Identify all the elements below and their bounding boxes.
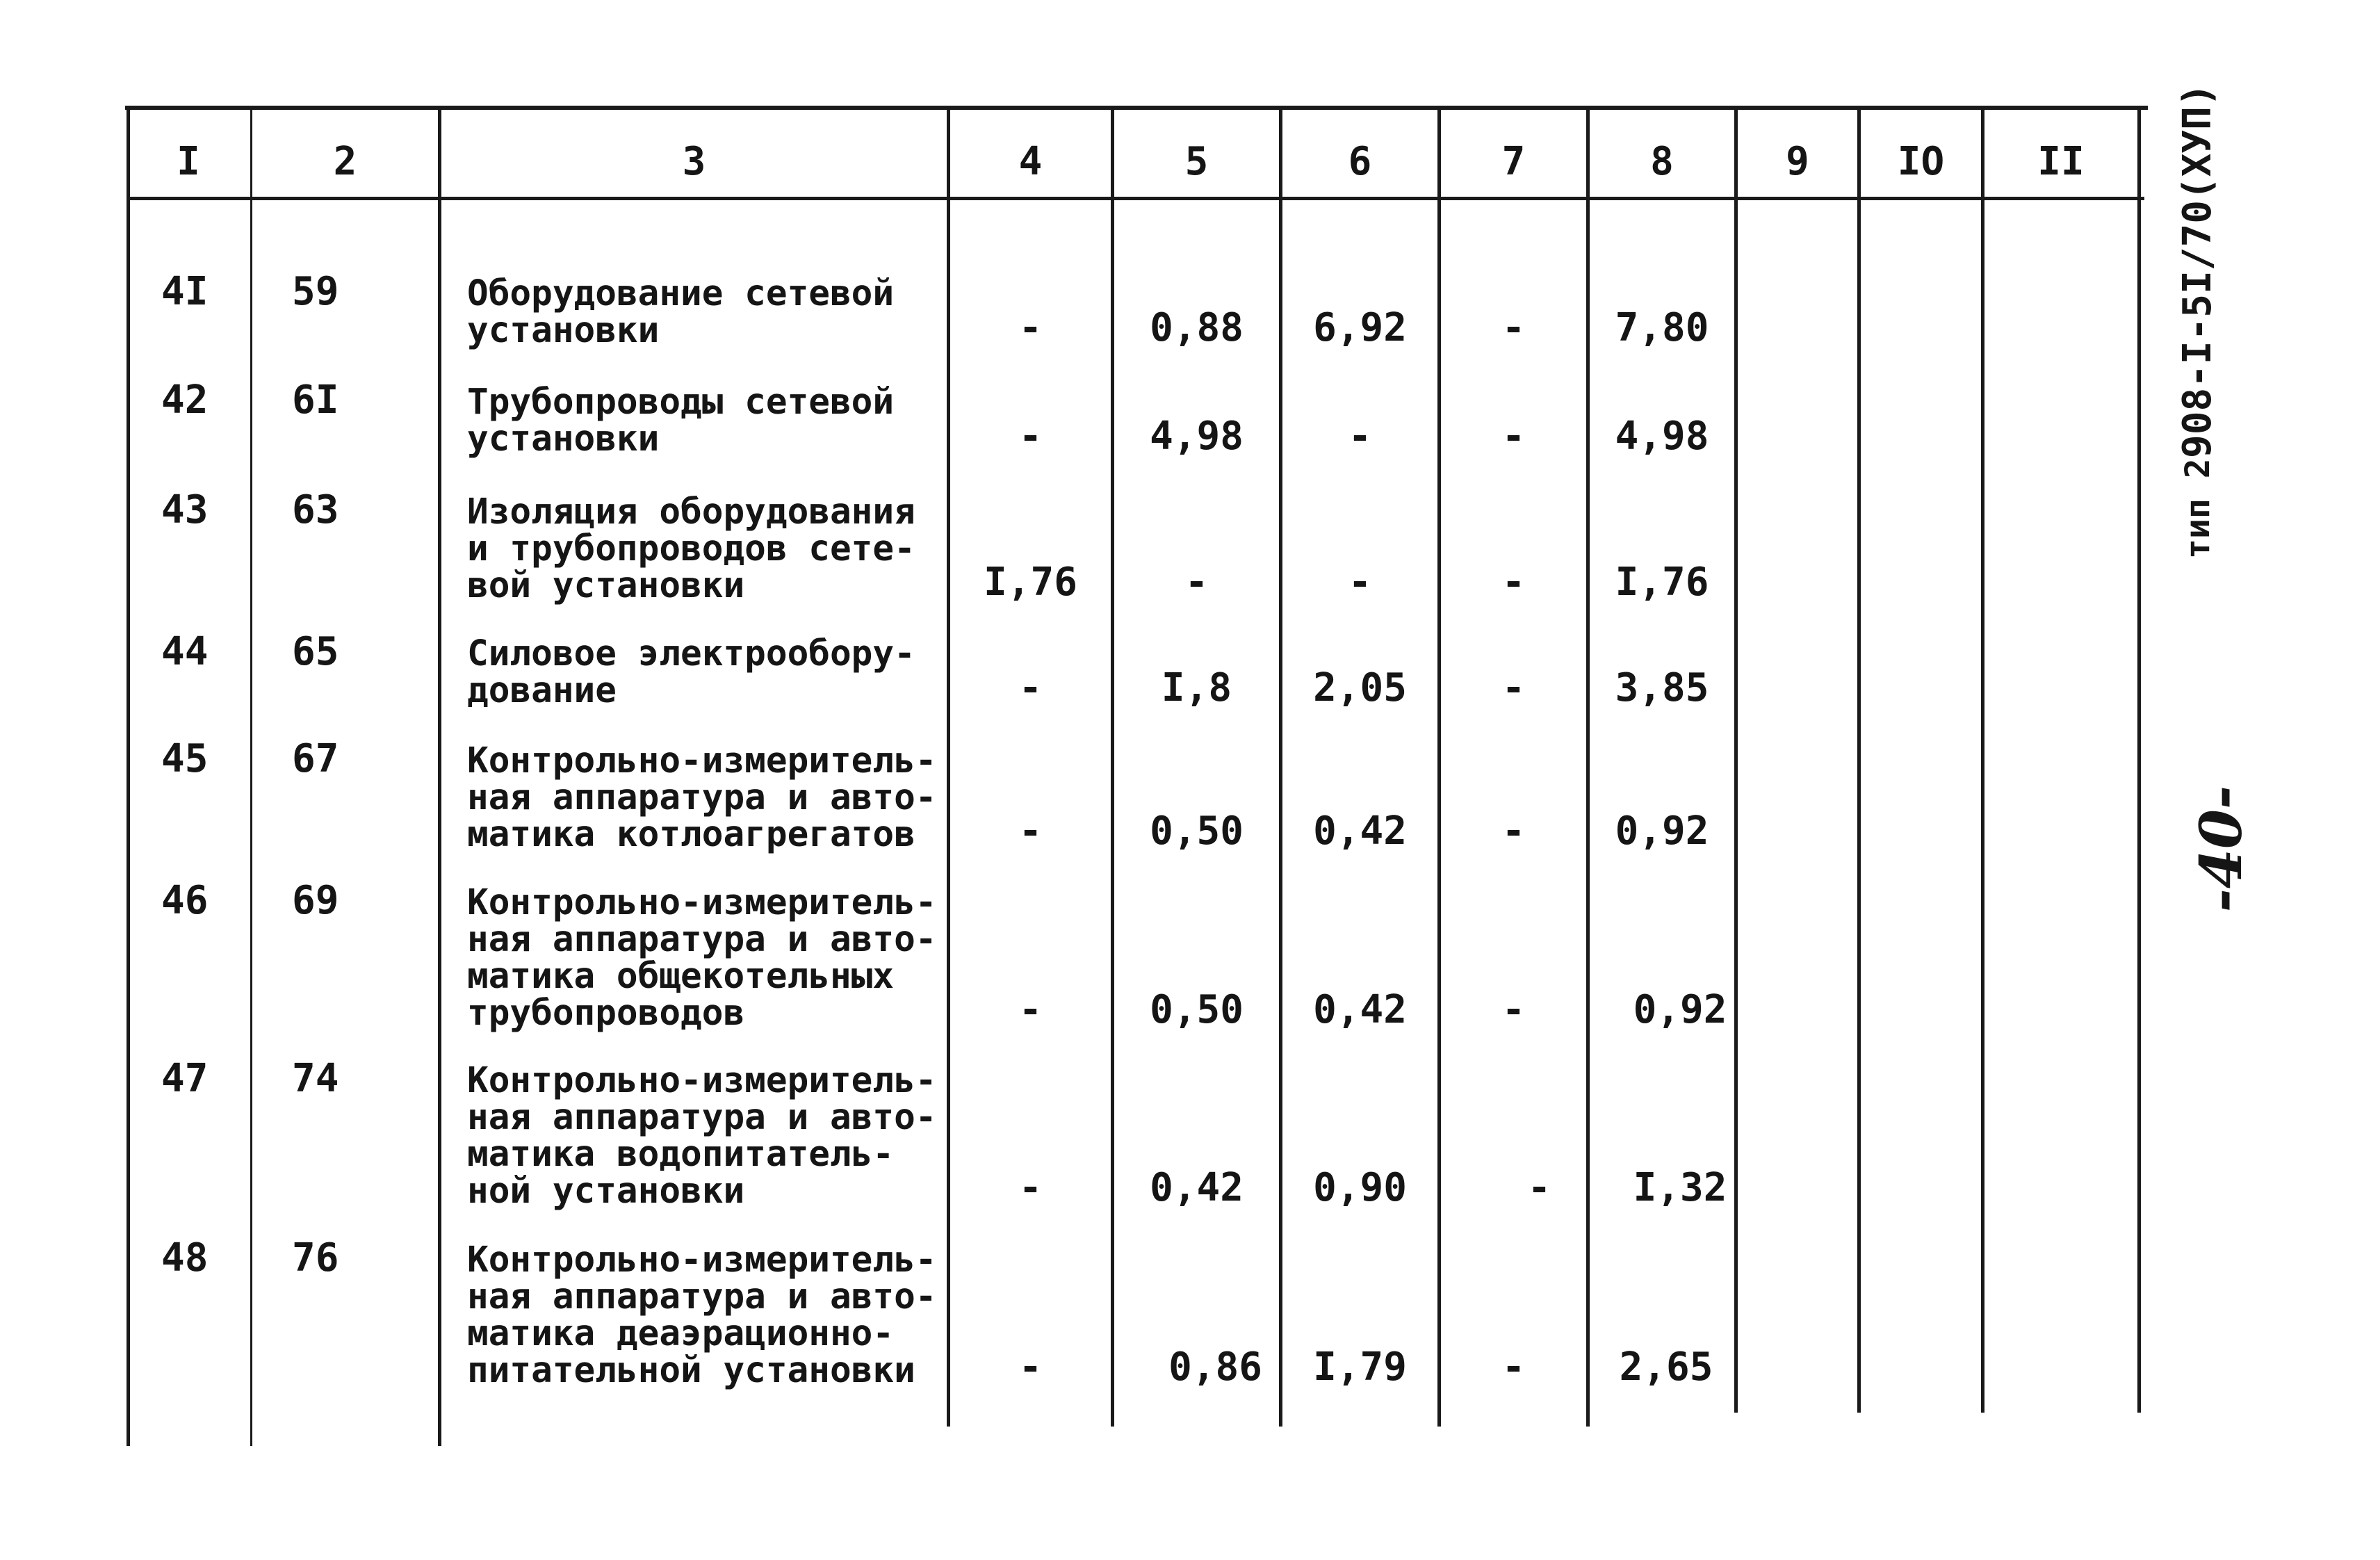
row-number: 44 — [161, 629, 209, 674]
row-col5: 0,42 — [1150, 1165, 1244, 1210]
row-code: 74 — [292, 1056, 339, 1101]
row-description: Контрольно-измеритель- ная аппаратура и авто- матика водопитатель- ной установки — [467, 1060, 937, 1212]
row-col5: 0,88 — [1150, 305, 1244, 350]
row-col4: - — [1018, 987, 1043, 1032]
row-description: Контрольно-измеритель- ная аппаратура и авто- матика общекотельных трубопроводов — [467, 882, 937, 1034]
row-number: 47 — [161, 1056, 209, 1101]
col-rule-0 — [127, 106, 130, 1446]
row-description: Контрольно-измеритель- ная аппаратура и авто- матика котлоагрегатов — [467, 740, 937, 855]
row-col6: 0,42 — [1313, 809, 1407, 854]
row-col4: - — [1018, 665, 1043, 710]
row-description: Трубопроводы сетевой установки — [467, 382, 895, 460]
row-col4: - — [1018, 1165, 1043, 1210]
row-col7: - — [1527, 1165, 1551, 1210]
row-description: Изоляция оборудования и трубопроводов сете- вой установки — [467, 491, 915, 606]
row-code: 63 — [292, 487, 339, 533]
sheet-code-line-1: 908-I-5I/70(ХУП) — [2175, 83, 2220, 459]
row-code: 6I — [292, 377, 339, 423]
row-col7: - — [1501, 305, 1526, 350]
row-col6: 0,42 — [1313, 987, 1407, 1032]
row-col4: - — [1018, 305, 1043, 350]
row-code: 76 — [292, 1235, 339, 1281]
row-col8: 2,65 — [1619, 1344, 1713, 1390]
row-code: 65 — [292, 629, 339, 674]
row-col4: - — [1018, 809, 1043, 854]
header-col-1: I — [177, 139, 200, 184]
row-col5: 0,86 — [1168, 1344, 1262, 1390]
row-col4: - — [1018, 414, 1043, 459]
row-number: 4I — [161, 269, 209, 314]
col-rule-11 — [2137, 106, 2141, 1413]
row-description: Контрольно-измеритель- ная аппаратура и авто- матика деаэрационно- питательной установки — [467, 1240, 937, 1391]
row-col7: - — [1501, 987, 1526, 1032]
row-code: 69 — [292, 878, 339, 923]
row-description: Силовое электрообору- дование — [467, 633, 915, 711]
row-col5: 4,98 — [1150, 414, 1244, 459]
header-col-6: 6 — [1348, 139, 1372, 184]
row-col8: 4,98 — [1615, 414, 1709, 459]
header-col-5: 5 — [1184, 139, 1209, 184]
row-number: 46 — [161, 878, 209, 923]
col-rule-8 — [1734, 106, 1738, 1413]
sheet-code-stamp — [2176, 83, 2220, 559]
col-rule-10 — [1981, 106, 1984, 1413]
row-col6: 2,05 — [1313, 665, 1407, 710]
row-number: 42 — [161, 377, 209, 423]
row-col5: - — [1184, 560, 1209, 605]
row-number: 43 — [161, 487, 209, 533]
header-col-7: 7 — [1501, 139, 1526, 184]
row-col8: I,76 — [1615, 560, 1709, 605]
row-description: Оборудование сетевой установки — [467, 273, 895, 351]
row-code: 59 — [292, 269, 339, 314]
row-col8: 3,85 — [1615, 665, 1709, 710]
col-rule-1 — [250, 106, 252, 1446]
sheet-code-line-2: тип 2 — [2178, 458, 2217, 559]
col-rule-7 — [1586, 106, 1590, 1427]
row-number: 48 — [161, 1235, 209, 1281]
row-col5: I,8 — [1161, 665, 1232, 710]
row-col4: I,76 — [984, 560, 1077, 605]
header-col-10: IO — [1897, 139, 1945, 184]
row-col7: - — [1501, 414, 1526, 459]
row-col6: - — [1348, 560, 1372, 605]
header-bottom-rule — [129, 197, 2144, 200]
row-col5: 0,50 — [1150, 809, 1244, 854]
row-col7: - — [1501, 809, 1526, 854]
header-col-3: 3 — [682, 139, 706, 184]
row-col7: - — [1501, 1344, 1526, 1390]
page-number: -40- — [2188, 786, 2255, 913]
header-col-9: 9 — [1786, 139, 1809, 184]
row-col6: 0,90 — [1313, 1165, 1407, 1210]
row-number: 45 — [161, 736, 209, 781]
row-code: 67 — [292, 736, 339, 781]
row-col8: 0,92 — [1633, 987, 1727, 1032]
col-rule-2 — [438, 106, 441, 1446]
row-col8: I,32 — [1633, 1165, 1727, 1210]
header-col-11: II — [2037, 139, 2085, 184]
table-top-rule — [125, 106, 2148, 110]
row-col4: - — [1018, 1344, 1043, 1390]
header-col-4: 4 — [1018, 139, 1043, 184]
col-rule-9 — [1857, 106, 1861, 1413]
row-col6: 6,92 — [1313, 305, 1407, 350]
row-col8: 7,80 — [1615, 305, 1709, 350]
row-col7: - — [1501, 560, 1526, 605]
row-col6: - — [1348, 414, 1372, 459]
col-rule-4 — [1111, 106, 1114, 1427]
col-rule-6 — [1437, 106, 1441, 1427]
row-col5: 0,50 — [1150, 987, 1244, 1032]
row-col8: 0,92 — [1615, 809, 1709, 854]
header-col-2: 2 — [333, 139, 357, 184]
row-col6: I,79 — [1313, 1344, 1407, 1390]
row-col7: - — [1501, 665, 1526, 710]
header-col-8: 8 — [1650, 139, 1674, 184]
col-rule-5 — [1279, 106, 1282, 1427]
